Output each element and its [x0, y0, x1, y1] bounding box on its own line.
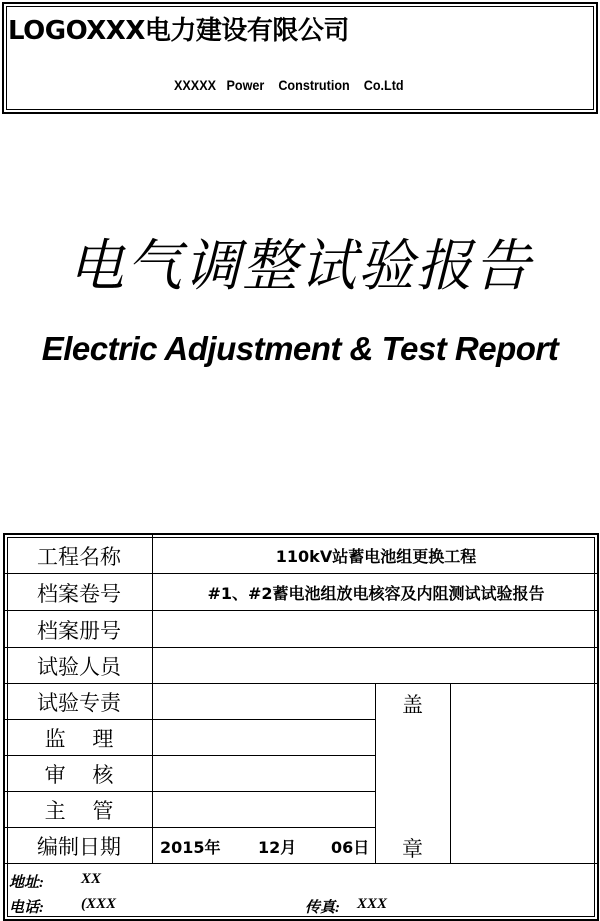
company-name: LOGOXXX电力建设有限公司 [8, 16, 349, 46]
value-project-name: 110kV站蓄电池组更换工程 [275, 547, 477, 566]
label-project-name: 工程名称 [37, 545, 121, 569]
label-supervisor: 监 理 [44, 727, 114, 751]
label-test-lead: 试验专责 [37, 691, 121, 715]
date-month: 12月 [258, 838, 297, 857]
fax-value: XXX [357, 896, 388, 912]
company-name-en: XXXXX Power Constrution Co.Ltd [174, 77, 404, 93]
company-header [2, 2, 598, 114]
phone-label: 电话: [9, 900, 44, 916]
report-title-cn: 电气调整试验报告 [68, 234, 532, 299]
phone-value: (XXX [81, 896, 117, 912]
report-title-en: Electric Adjustment & Test Report [41, 330, 559, 367]
address-value: XX [81, 871, 102, 887]
date-day: 06日 [331, 838, 370, 857]
fax-label: 传真: [305, 900, 340, 916]
report-info-form [3, 533, 599, 921]
label-reviewer: 审 核 [44, 763, 114, 787]
date-year: 2015年 [160, 838, 221, 857]
address-label: 地址: [9, 875, 44, 891]
label-test-personnel: 试验人员 [37, 655, 121, 679]
seal-char-bottom: 章 [402, 837, 423, 861]
label-manager: 主 管 [44, 799, 114, 823]
label-archive-volume: 档案卷号 [37, 582, 121, 606]
value-archive-volume: #1、#2蓄电池组放电核容及内阻测试试验报告 [207, 584, 545, 603]
label-compile-date: 编制日期 [37, 835, 121, 859]
label-archive-book: 档案册号 [37, 619, 121, 643]
seal-char-top: 盖 [402, 693, 423, 717]
